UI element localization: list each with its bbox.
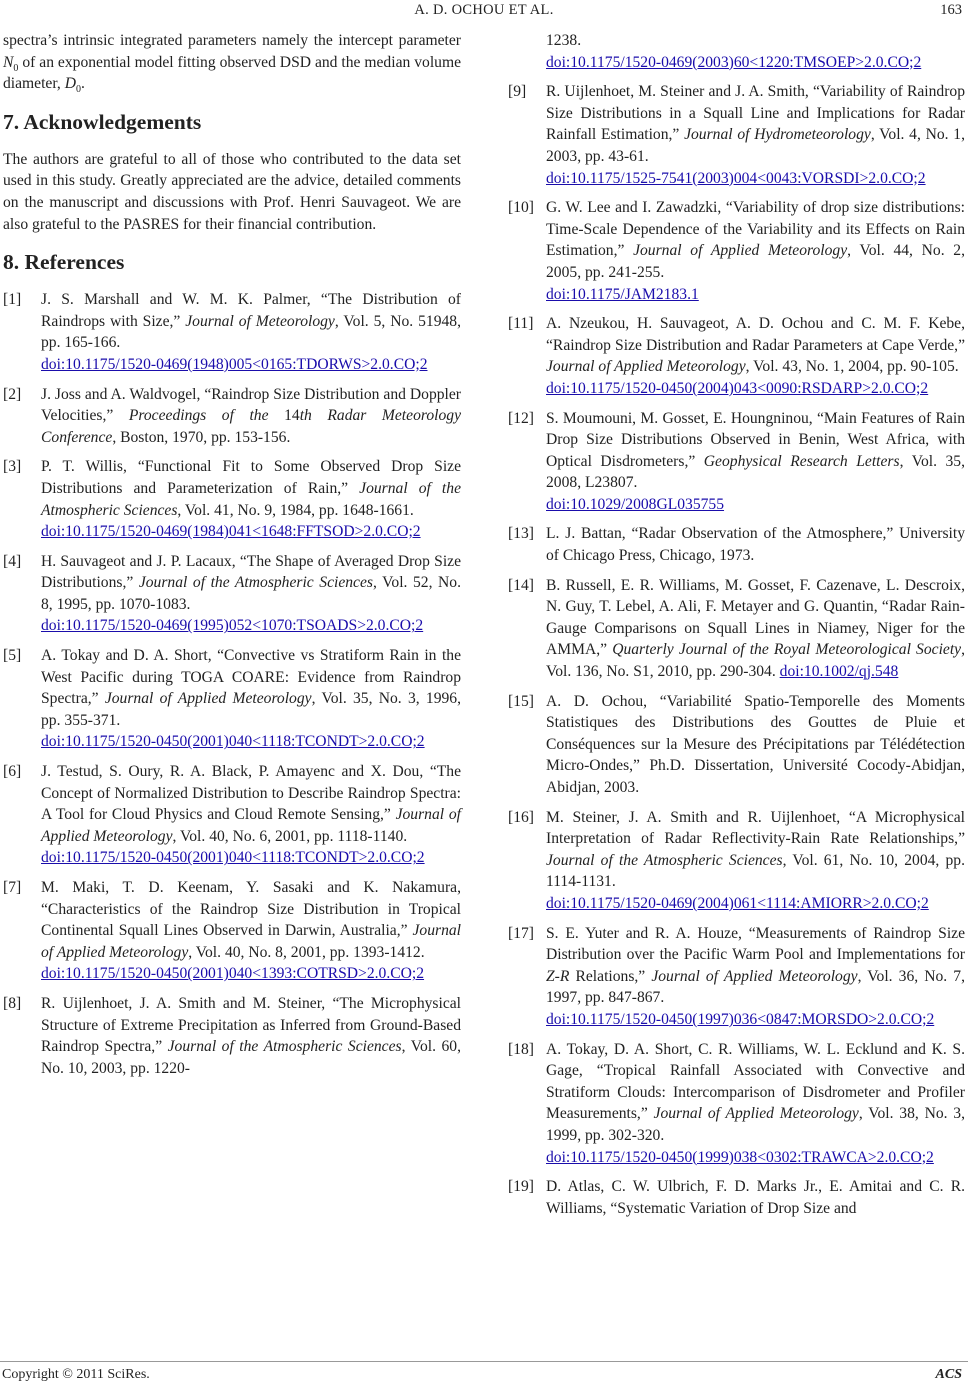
acknowledgements-heading: 7. Acknowledgements	[3, 109, 202, 134]
reference-doi-link[interactable]: doi:10.1175/1520-0450(1997)036<0847:MORSDO>2.0.CO;2	[546, 1010, 935, 1028]
reference-item	[508, 81, 965, 189]
copyright-text: Copyright © 2011 SciRes.	[2, 1367, 150, 1382]
reference-item	[508, 575, 965, 683]
reference-item	[3, 877, 461, 985]
reference-number: [19]	[508, 1178, 534, 1196]
reference-item	[508, 523, 965, 566]
ref-8-continuation	[508, 30, 965, 73]
reference-item	[3, 551, 461, 637]
reference-number: [18]	[508, 1040, 534, 1058]
reference-number: [5]	[3, 647, 22, 665]
reference-doi-link[interactable]: doi:10.1029/2008GL035755	[546, 495, 725, 513]
reference-text: S. Moumouni, M. Gosset, E. Houngninou, “Main Features of Rain Drop Size Distributions Observed in Benin, West Africa, with Optical Disdrometers,” Geophysical Research Letters, Vol. 35, 2008, L23807.	[546, 409, 966, 492]
reference-number: [11]	[508, 315, 534, 333]
reference-number: [14]	[508, 576, 534, 594]
reference-item	[3, 645, 461, 753]
reference-number: [3]	[3, 458, 22, 476]
reference-doi-link[interactable]: doi:10.1175/1525-7541(2003)004<0043:VORSDI>2.0.CO;2	[546, 169, 926, 187]
reference-item	[508, 1176, 965, 1219]
reference-item	[508, 923, 965, 1031]
reference-text: M. Steiner, J. A. Smith and R. Uijlenhoet, “A Microphysical Interpretation of Radar Reflectivity-Rain Rate Relationships,” Journal of the Atmospheric Sciences, Vol. 61, No. 10, 2004, pp. 1114-1131.	[546, 808, 965, 891]
reference-text: J. Testud, S. Oury, R. A. Black, P. Amayenc and X. Dou, “The Concept of Normalized Distribution to Describe Raindrop Spectra: A Tool for Cloud Physics and Cloud Remote Sensing,” Journal of Applied Meteorology, Vol. 40, No. 6, 2001, pp. 1118-1140.	[41, 763, 461, 845]
left-column	[3, 30, 461, 1087]
reference-text: J. Joss and A. Waldvogel, “Raindrop Size Distribution and Doppler Velocities,” Proceedings of the 14th Radar Meteorology Conference, Boston, 1970, pp. 153-156.	[41, 385, 461, 446]
references-list-left	[3, 289, 461, 1079]
ref-8-pages-end: 1238.	[546, 32, 582, 49]
right-column	[508, 30, 965, 1227]
reference-item	[508, 1039, 965, 1169]
running-head-title: A. D. OCHOU ET AL.	[414, 2, 554, 18]
reference-number: [15]	[508, 692, 534, 710]
reference-text: G. W. Lee and I. Zawadzki, “Variability of drop size distributions: Time-Scale Dependence of the Variability and its Effects on Rain Estimation,” Journal of Applied Meteorology, Vol. 44, No. 2, 2005, pp. 241-255.	[546, 199, 965, 281]
reference-doi-link[interactable]: doi:10.1175/JAM2183.1	[546, 285, 699, 303]
reference-item	[508, 197, 965, 305]
reference-text: H. Sauvageot and J. P. Lacaux, “The Shape of Averaged Drop Size Distributions,” Journal of the Atmospheric Sciences, Vol. 52, No. 8, 1995, pp. 1070-1083.	[41, 552, 461, 613]
reference-doi-link[interactable]: doi:10.1175/1520-0469(1948)005<0165:TDORWS>2.0.CO;2	[41, 355, 428, 373]
reference-doi-link[interactable]: doi:10.1175/1520-0450(1999)038<0302:TRAWCA>2.0.CO;2	[546, 1148, 934, 1166]
reference-number: [12]	[508, 409, 534, 427]
acknowledgements-text: The authors are grateful to all of those who contributed to the data set used in this study. Greatly appreciated are the advice, detailed comments on the manuscript and discussions with Prof. Henri Sauvageot. We are also grateful to the PASRES for their financial contribution.	[3, 150, 461, 233]
reference-number: [17]	[508, 924, 534, 942]
reference-number: [1]	[3, 291, 22, 309]
reference-doi-link[interactable]: doi:10.1175/1520-0450(2004)043<0090:RSDARP>2.0.CO;2	[546, 379, 929, 397]
reference-text: J. S. Marshall and W. M. K. Palmer, “The Distribution of Raindrops with Size,” Journal of Meteorology, Vol. 5, No. 51948, pp. 165-166.	[41, 291, 461, 352]
reference-item	[3, 761, 461, 869]
reference-item	[3, 993, 461, 1079]
reference-item	[508, 313, 965, 399]
reference-text: P. T. Willis, “Functional Fit to Some Observed Drop Size Distributions and Parameterization of Rain,” Journal of the Atmospheric Sciences, Vol. 41, No. 9, 1984, pp. 1648-1661.	[41, 458, 461, 519]
reference-text: A. D. Ochou, “Variabilité Spatio-Temporelle des Moments Statistiques des Distributions des Gouttes de Pluie et Conséquences sur la Mesure des Précipitations par Télédétection Micro-Ondes,” Ph.D. Dissertation, Université Cocody-Abidjan, Abidjan, 2003.	[546, 692, 965, 796]
page-number: 163	[940, 2, 962, 18]
reference-number: [16]	[508, 808, 534, 826]
reference-doi-link[interactable]: doi:10.1175/1520-0469(2004)061<1114:AMIORR>2.0.CO;2	[546, 894, 929, 912]
reference-text: L. J. Battan, “Radar Observation of the Atmosphere,” University of Chicago Press, Chicago, 1973.	[546, 525, 965, 565]
reference-doi-link[interactable]: doi:10.1002/qj.548	[779, 663, 899, 681]
reference-item	[3, 289, 461, 375]
reference-number: [4]	[3, 552, 22, 570]
reference-text: A. Nzeukou, H. Sauvageot, A. D. Ochou and C. M. F. Kebe, “Raindrop Size Distribution and Radar Parameters at Cape Verde,” Journal of Applied Meteorology, Vol. 43, No. 1, 2004, pp. 90-105.	[546, 315, 965, 376]
ref-8-doi-link[interactable]: doi:10.1175/1520-0469(2003)60<1220:TMSOEP>2.0.CO;2	[546, 53, 922, 71]
reference-text: A. Tokay and D. A. Short, “Convective vs Stratiform Rain in the West Pacific during TOGA COARE: Evidence from Raindrop Spectra,” Journal of Applied Meteorology, Vol. 35, No. 3, 1996, pp. 355-371.	[41, 647, 461, 729]
footer-divider	[0, 1361, 968, 1362]
reference-text: S. E. Yuter and R. A. Houze, “Measurements of Raindrop Size Distribution over the Pacific Warm Pool and Implementations for Z-R Relations,” Journal of Applied Meteorology, Vol. 36, No. 7, 1997, pp. 847-867.	[546, 924, 965, 1007]
reference-doi-link[interactable]: doi:10.1175/1520-0450(2001)040<1118:TCONDT>2.0.CO;2	[41, 733, 425, 751]
reference-doi-link[interactable]: doi:10.1175/1520-0469(1995)052<1070:TSOADS>2.0.CO;2	[41, 617, 424, 635]
reference-item	[508, 807, 965, 915]
reference-number: [6]	[3, 763, 22, 781]
reference-number: [9]	[508, 83, 527, 101]
reference-doi-link[interactable]: doi:10.1175/1520-0450(2001)040<1118:TCONDT>2.0.CO;2	[41, 849, 425, 867]
reference-item	[3, 456, 461, 542]
reference-text: B. Russell, E. R. Williams, M. Gosset, F. Cazenave, L. Descroix, N. Guy, T. Lebel, A. Ali, F. Metayer and G. Quantin, “Radar Rain-Gauge Comparisons on Squall Lines in Niamey, Niger for the AMMA,” Quarterly Journal of the Royal Meteorological Society, Vol. 136, No. S1, 2010, pp. 290-304. doi:10.1002/qj.548	[546, 576, 965, 681]
reference-text: R. Uijlenhoet, J. A. Smith and M. Steiner, “The Microphysical Structure of Extreme Precipitation as Inferred from Ground-Based Raindrop Spectra,” Journal of the Atmospheric Sciences, Vol. 60, No. 10, 2003, pp. 1220-	[41, 994, 461, 1077]
running-header	[0, 2, 968, 22]
reference-number: [13]	[508, 525, 534, 543]
reference-item	[508, 691, 965, 799]
reference-number: [8]	[3, 994, 22, 1012]
reference-doi-link[interactable]: doi:10.1175/1520-0450(2001)040<1393:COTRSD>2.0.CO;2	[41, 965, 425, 983]
reference-doi-link[interactable]: doi:10.1175/1520-0469(1984)041<1648:FFTSOD>2.0.CO;2	[41, 523, 421, 541]
reference-item	[508, 408, 965, 516]
references-list-right	[508, 81, 965, 1219]
reference-text: R. Uijlenhoet, M. Steiner and J. A. Smith, “Variability of Raindrop Size Distributions in a Squall Line and Implications for Radar Rainfall Estimation,” Journal of Hydrometeorology, Vol. 4, No. 1, 2003, pp. 43-61.	[546, 83, 965, 165]
reference-text: M. Maki, T. D. Keenam, Y. Sasaki and K. Nakamura, “Characteristics of the Raindrop Size Distribution in Tropical Continental Squall Lines Observed in Darwin, Australia,” Journal of Applied Meteorology, Vol. 40, No. 8, 2001, pp. 1393-1412.	[41, 879, 461, 961]
reference-number: [10]	[508, 199, 534, 217]
reference-text: D. Atlas, C. W. Ulbrich, F. D. Marks Jr., E. Amitai and C. R. Williams, “Systematic Variation of Drop Size and	[546, 1178, 965, 1217]
references-heading: 8. References	[3, 250, 125, 275]
intro-paragraph: spectra’s intrinsic integrated parameters namely the intercept parameter $N_0$ of an exponential model fitting observed DSD and the median volume diameter, $D_0$.	[3, 32, 461, 96]
reference-text: A. Tokay, D. A. Short, C. R. Williams, W. L. Ecklund and K. S. Gage, “Tropical Rainfall Associated with Convective and Stratiform Clouds: Intercomparison of Disdrometer and Profiler Measurements,” Journal of Applied Meteorology, Vol. 38, No. 3, 1999, pp. 302-320.	[546, 1040, 965, 1144]
reference-number: [2]	[3, 385, 22, 403]
journal-abbrev: ACS	[935, 1367, 962, 1382]
reference-item	[3, 384, 461, 449]
reference-number: [7]	[3, 879, 22, 896]
